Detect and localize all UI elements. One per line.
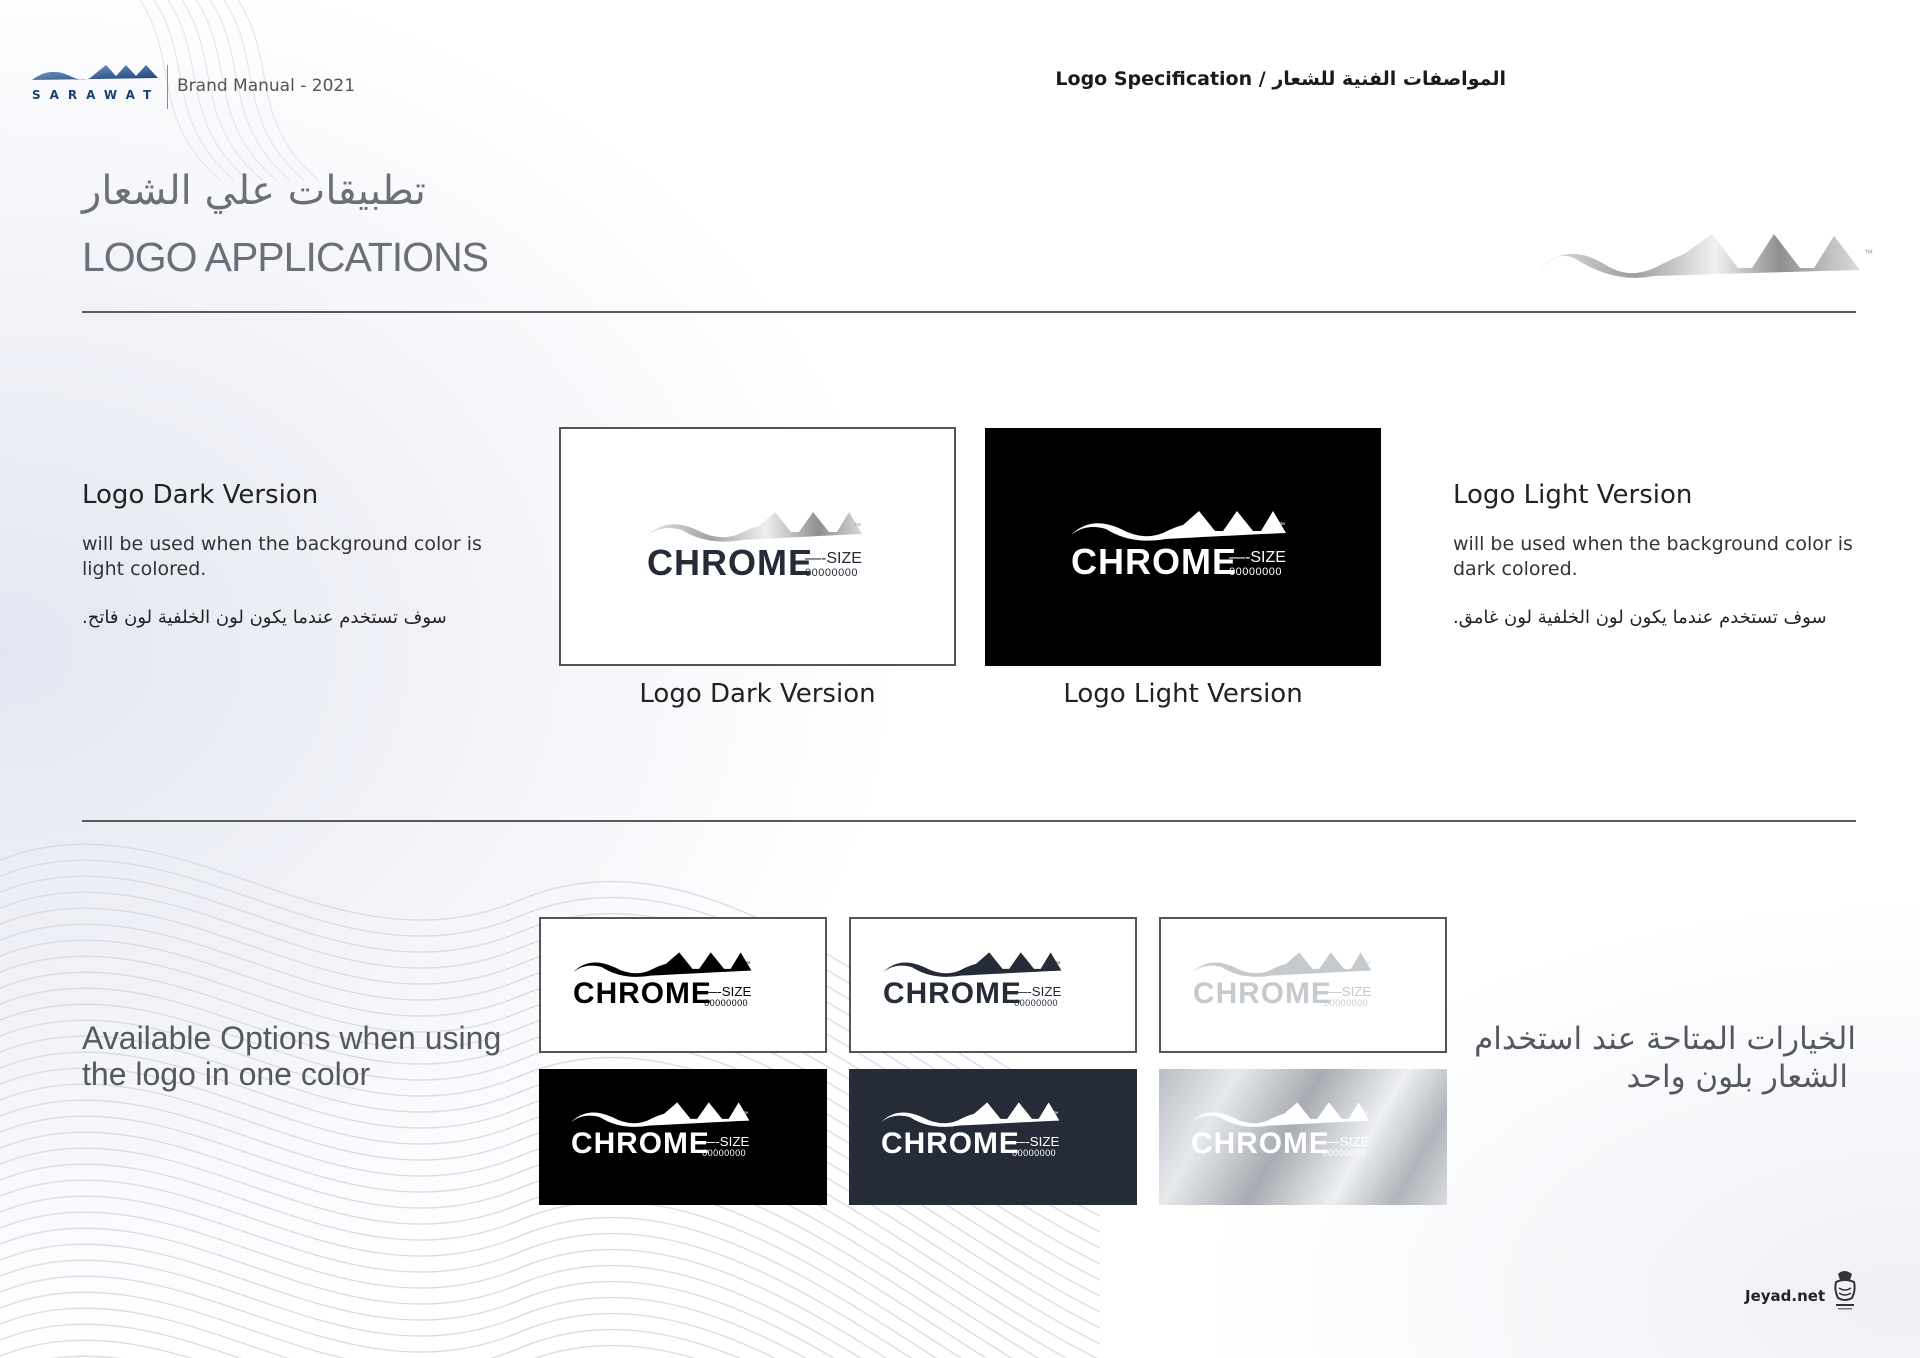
top-divider-rule	[82, 311, 1856, 313]
footer-website: Jeyad.net	[1745, 1287, 1826, 1305]
one-color-option-card	[1159, 917, 1447, 1053]
size-label: —-SIZE	[704, 983, 752, 999]
sarawat-mountain-icon	[30, 60, 165, 88]
svg-text:™: ™	[1052, 1111, 1059, 1118]
size-label: —-SIZE	[1014, 983, 1062, 999]
light-version-arabic: سوف تستخدم عندما يكون لون الخلفية لون غامق.	[1453, 607, 1827, 628]
size-label: —-SIZE	[702, 1133, 750, 1149]
chrome-wordmark: CHROME	[881, 1127, 1020, 1161]
light-version-heading: Logo Light Version	[1453, 480, 1693, 510]
svg-text:™: ™	[854, 523, 861, 530]
one-color-arabic-line2: الشعار بلون واحد	[1626, 1059, 1848, 1095]
dark-version-caption: Logo Dark Version	[639, 679, 876, 709]
size-digits: 00000000	[1012, 1147, 1057, 1158]
brand-manual-label: Brand Manual - 2021	[177, 76, 356, 96]
size-label: —-SIZE	[1322, 1133, 1370, 1149]
chrome-wave-logo-hero	[1534, 228, 1874, 288]
contour-line	[0, 1340, 1100, 1358]
chrome-wordmark: CHROME	[1191, 1127, 1330, 1161]
chrome-wordmark: CHROME	[647, 542, 813, 583]
chrome-wordmark: CHROME	[883, 977, 1022, 1011]
sarawat-brand-logo	[30, 60, 165, 110]
light-version-caption: Logo Light Version	[1063, 679, 1303, 709]
contour-line	[0, 1276, 1100, 1358]
svg-text:™: ™	[744, 961, 751, 968]
light-version-description: will be used when the background color is dark colored.	[1453, 533, 1853, 580]
size-label: —-SIZE	[1229, 549, 1286, 566]
size-digits: 00000000	[1014, 997, 1059, 1008]
one-color-option-card	[1159, 1069, 1447, 1205]
one-color-option-card	[539, 1069, 827, 1205]
one-color-option-card	[849, 1069, 1137, 1205]
one-color-option-card	[539, 917, 827, 1053]
size-digits: 00000000	[704, 997, 749, 1008]
light-version-card	[985, 428, 1381, 666]
contour-line	[0, 1212, 1100, 1358]
dark-version-description: will be used when the background color is light colored.	[82, 533, 482, 580]
brand-name: SARAWAT	[32, 88, 161, 102]
svg-text:™: ™	[742, 1111, 749, 1118]
dark-version-card	[559, 427, 956, 666]
chrome-wordmark: CHROME	[571, 1127, 710, 1161]
page-title-arabic: تطبيقات علي الشعار	[82, 168, 426, 214]
size-digits: 00000000	[702, 1147, 747, 1158]
chrome-wordmark: CHROME	[573, 977, 712, 1011]
one-color-options-text: Available Options when using the logo in one color	[82, 1020, 502, 1092]
one-color-arabic-line1: الخيارات المتاحة عند استخدام	[1474, 1021, 1856, 1057]
size-digits: 00000000	[805, 567, 858, 579]
svg-text:™: ™	[1864, 248, 1873, 258]
svg-text:™: ™	[1054, 961, 1061, 968]
jeyad-emblem-icon	[1830, 1268, 1860, 1314]
chrome-wordmark: CHROME	[1071, 541, 1237, 582]
chrome-wordmark: CHROME	[1193, 977, 1332, 1011]
svg-text:™: ™	[1278, 522, 1285, 529]
middle-divider-rule	[82, 820, 1856, 822]
size-digits: 00000000	[1229, 566, 1282, 578]
size-label: —-SIZE	[1012, 1133, 1060, 1149]
one-color-options-english	[82, 1020, 522, 1092]
dark-version-heading: Logo Dark Version	[82, 480, 319, 510]
size-digits: 00000000	[1324, 997, 1369, 1008]
size-label: —-SIZE	[1324, 983, 1372, 999]
page-title-english: LOGO APPLICATIONS	[82, 234, 489, 280]
svg-text:™: ™	[1362, 1111, 1369, 1118]
size-digits: 00000000	[1322, 1147, 1367, 1158]
size-label: —-SIZE	[805, 550, 862, 567]
header-divider	[167, 65, 168, 109]
one-color-option-card	[849, 917, 1137, 1053]
svg-text:™: ™	[1364, 961, 1371, 968]
one-color-options-arabic	[1474, 1020, 1856, 1096]
dark-version-arabic: سوف تستخدم عندما يكون لون الخلفية لون فاتح.	[82, 607, 447, 628]
section-spec-title: Logo Specification / المواصفات الفنية للشعار	[1055, 68, 1506, 90]
